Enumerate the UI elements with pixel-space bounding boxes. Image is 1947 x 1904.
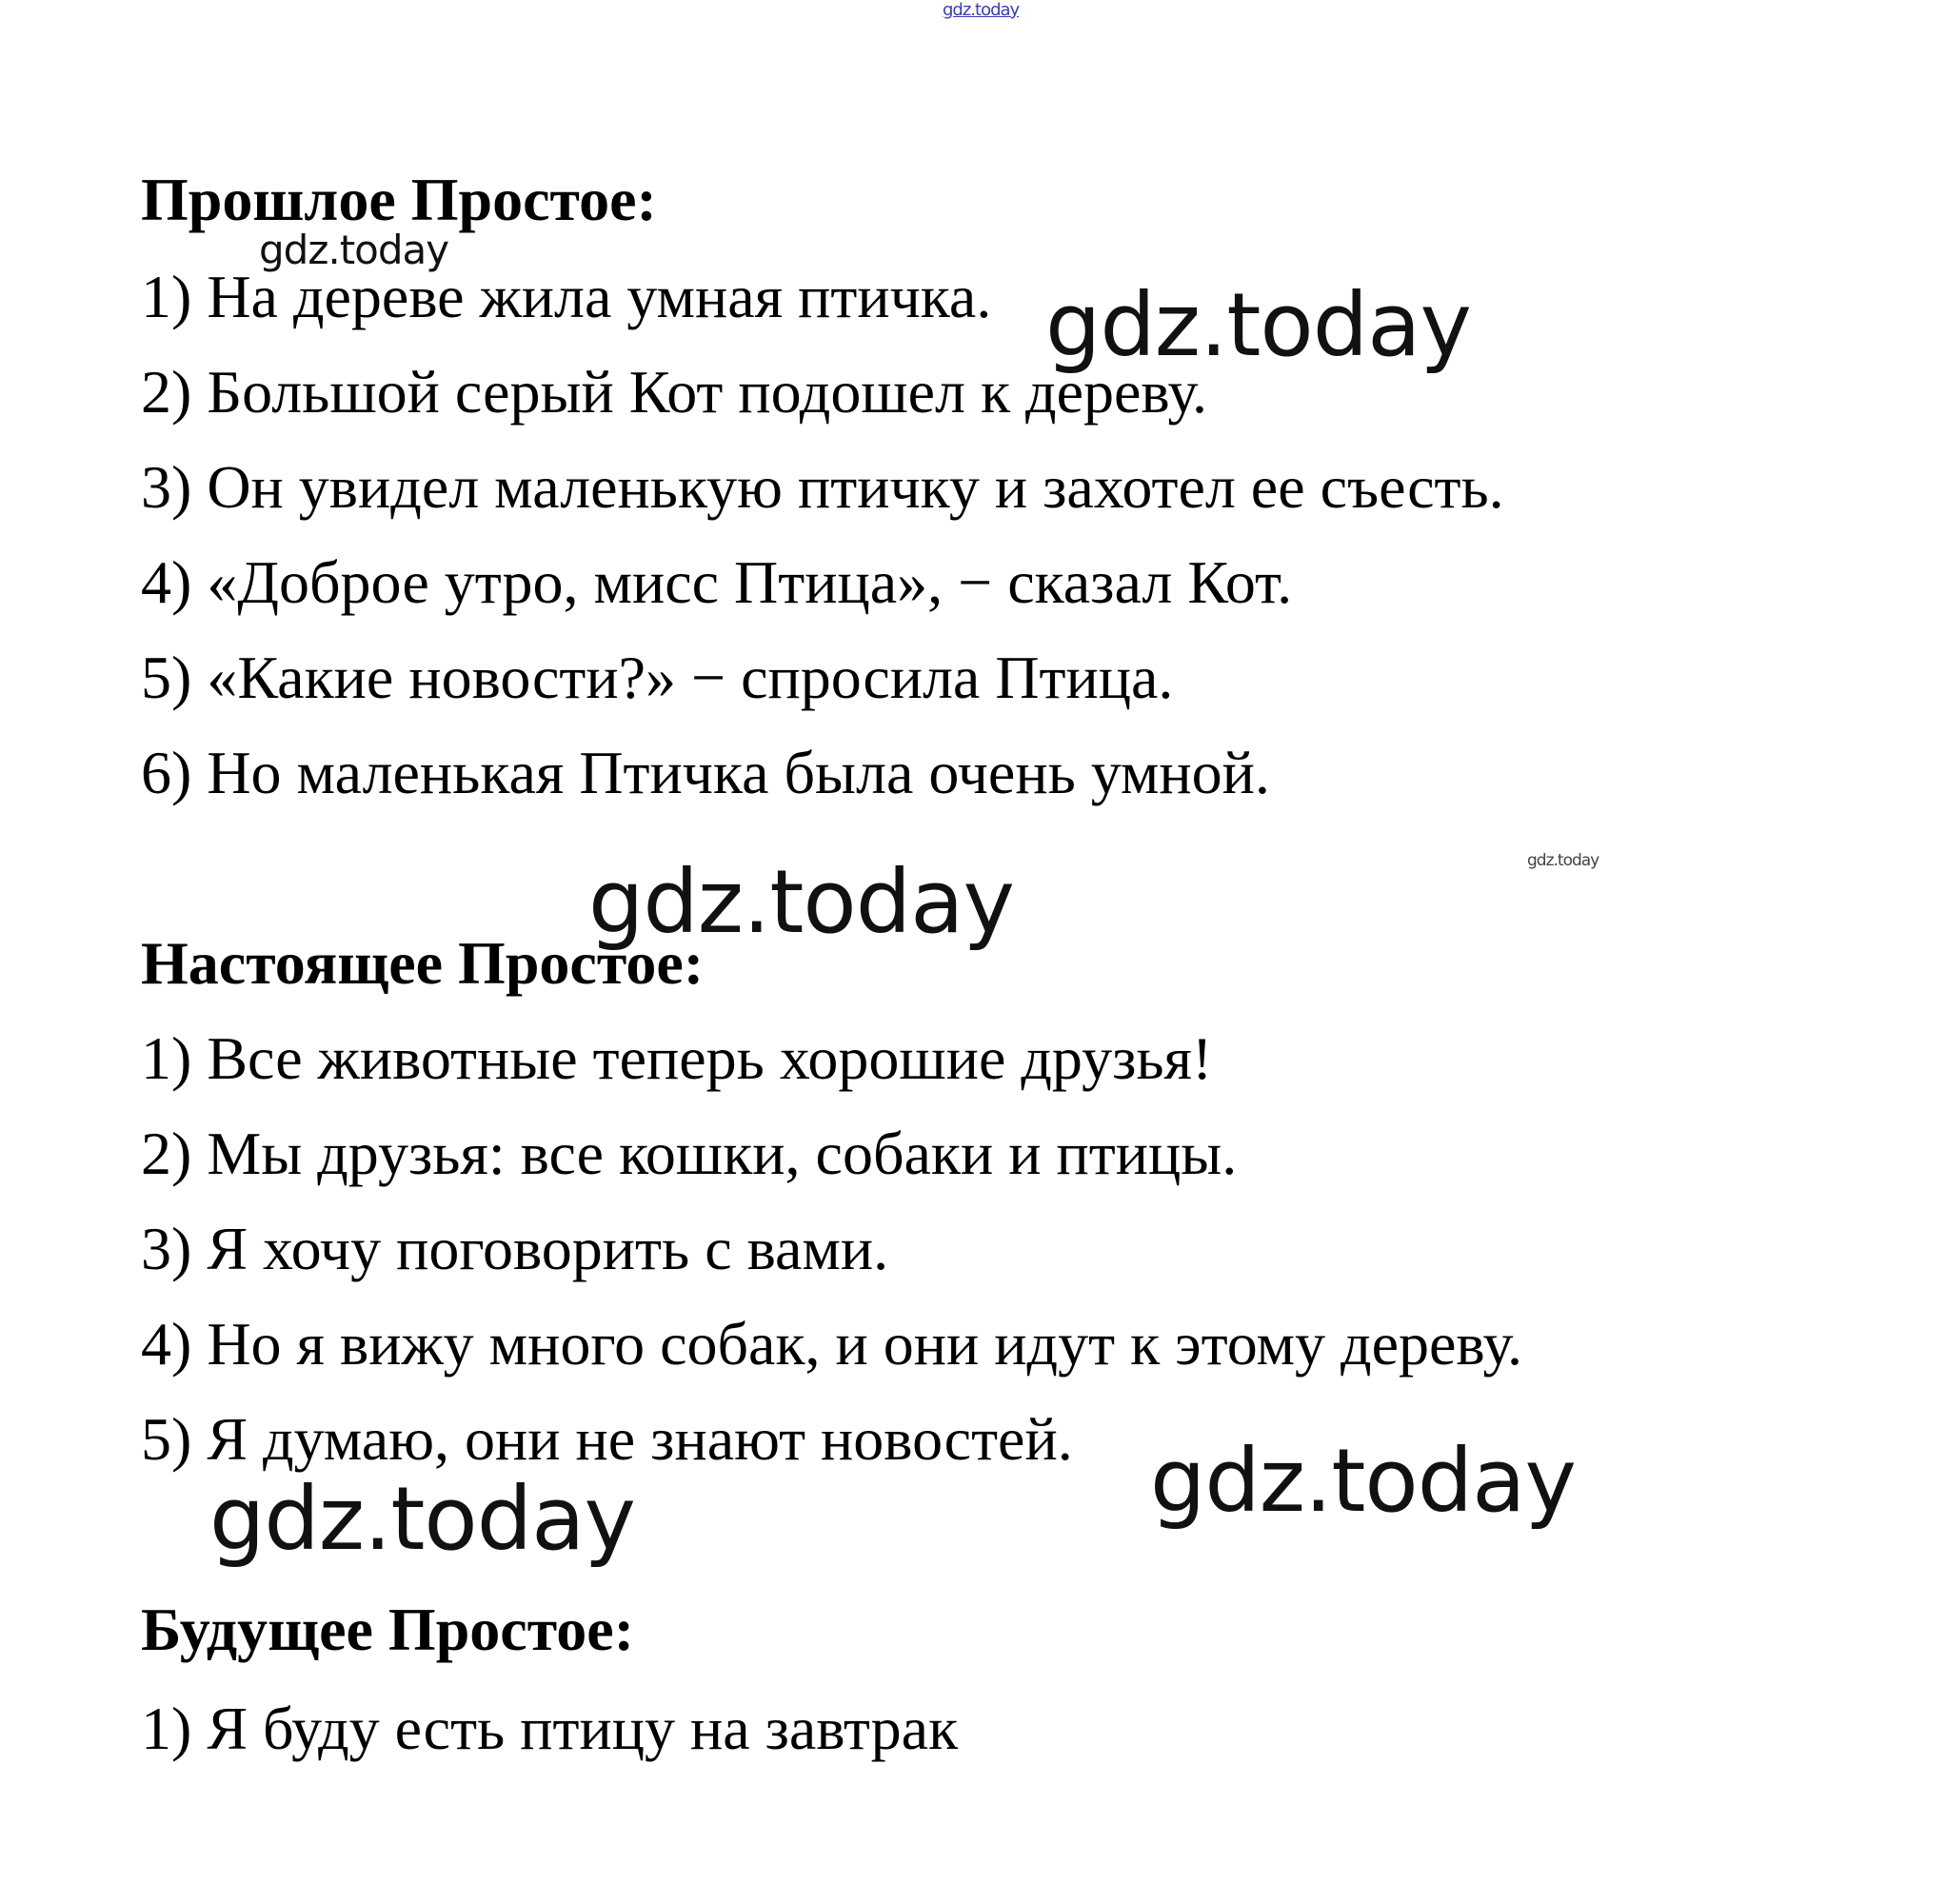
past-item-6: 6) Но маленькая Птичка была очень умной. bbox=[141, 739, 1270, 806]
watermark-large-1: gdz.today bbox=[1045, 274, 1471, 376]
present-simple-heading: Настоящее Простое: bbox=[141, 929, 705, 997]
watermark-large-3: gdz.today bbox=[1150, 1430, 1576, 1532]
watermark-tiny-1: gdz.today bbox=[1527, 851, 1599, 870]
past-item-2: 2) Большой серый Кот подошел к дереву. bbox=[141, 358, 1208, 426]
present-item-5: 5) Я думаю, они не знают новостей. bbox=[141, 1405, 1073, 1473]
present-item-4: 4) Но я вижу много собак, и они идут к этому дереву. bbox=[141, 1310, 1523, 1378]
watermark-top[interactable]: gdz.today bbox=[943, 0, 1020, 20]
past-simple-heading: Прошлое Простое: bbox=[141, 166, 657, 233]
watermark-large-4: gdz.today bbox=[209, 1468, 635, 1570]
present-item-1: 1) Все животные теперь хорошие друзья! bbox=[141, 1024, 1213, 1092]
past-item-4: 4) «Доброе утро, мисс Птица», − сказал Кот. bbox=[141, 548, 1293, 616]
future-simple-heading: Будущее Простое: bbox=[141, 1596, 634, 1663]
present-item-2: 2) Мы друзья: все кошки, собаки и птицы. bbox=[141, 1120, 1238, 1187]
past-item-5: 5) «Какие новости?» − спросила Птица. bbox=[141, 644, 1174, 711]
past-item-3: 3) Он увидел маленькую птичку и захотел ее съесть. bbox=[141, 453, 1504, 521]
past-item-1: 1) На дереве жила умная птичка. bbox=[141, 263, 992, 330]
future-item-1: 1) Я буду есть птицу на завтрак bbox=[141, 1695, 959, 1762]
watermark-large-2: gdz.today bbox=[588, 851, 1014, 953]
watermark-small-1: gdz.today bbox=[259, 227, 449, 273]
present-item-3: 3) Я хочу поговорить с вами. bbox=[141, 1215, 889, 1282]
